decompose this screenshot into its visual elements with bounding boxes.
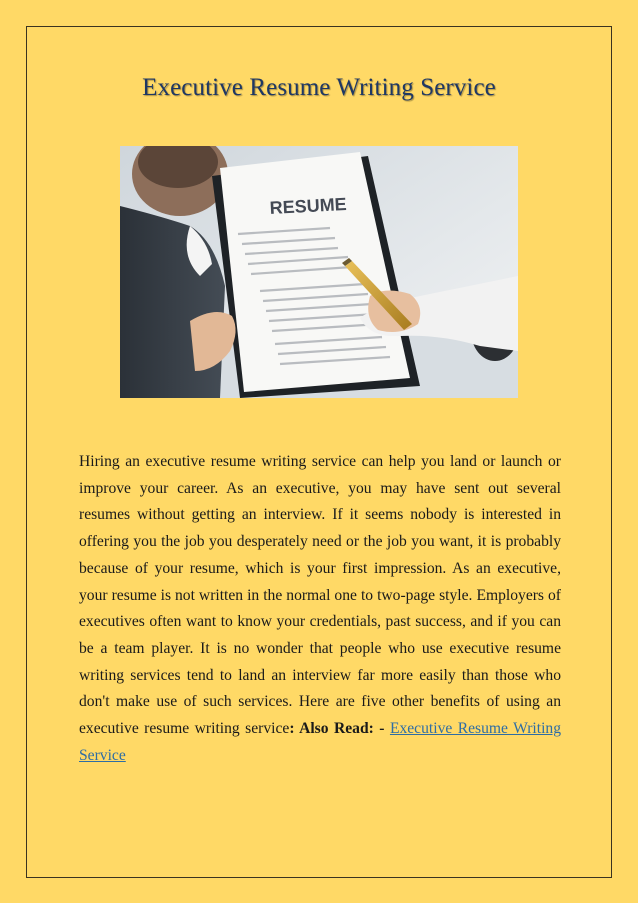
- body-paragraph: [79, 449, 561, 769]
- paragraph-text: Hiring an executive resume writing service can help you land or launch or improve your career. As an executive, you may have sent out several resumes without getting an interview. If it seems nobody is interested in offering you the job you desperately need or the job you want, it is probably because of your resume, which is your first impression. As an executive, your resume is not written in the normal one to two-page style. Employers of executives often want to know your credentials, past success, and if you can be a team player. It is no wonder that people who use executive resume writing services tend to land an interview far more easily than those who don't make use of such services. Here are five other benefits of using an executive resume writing service: [79, 453, 561, 738]
- also-read-label: : Also Read: -: [289, 720, 385, 738]
- page-title: Executive Resume Writing Service: [142, 74, 496, 101]
- resume-heading-text: RESUME: [269, 193, 348, 218]
- executive-resume-link[interactable]: Executive Resume Writing Service: [79, 720, 562, 764]
- resume-photo: [120, 146, 518, 398]
